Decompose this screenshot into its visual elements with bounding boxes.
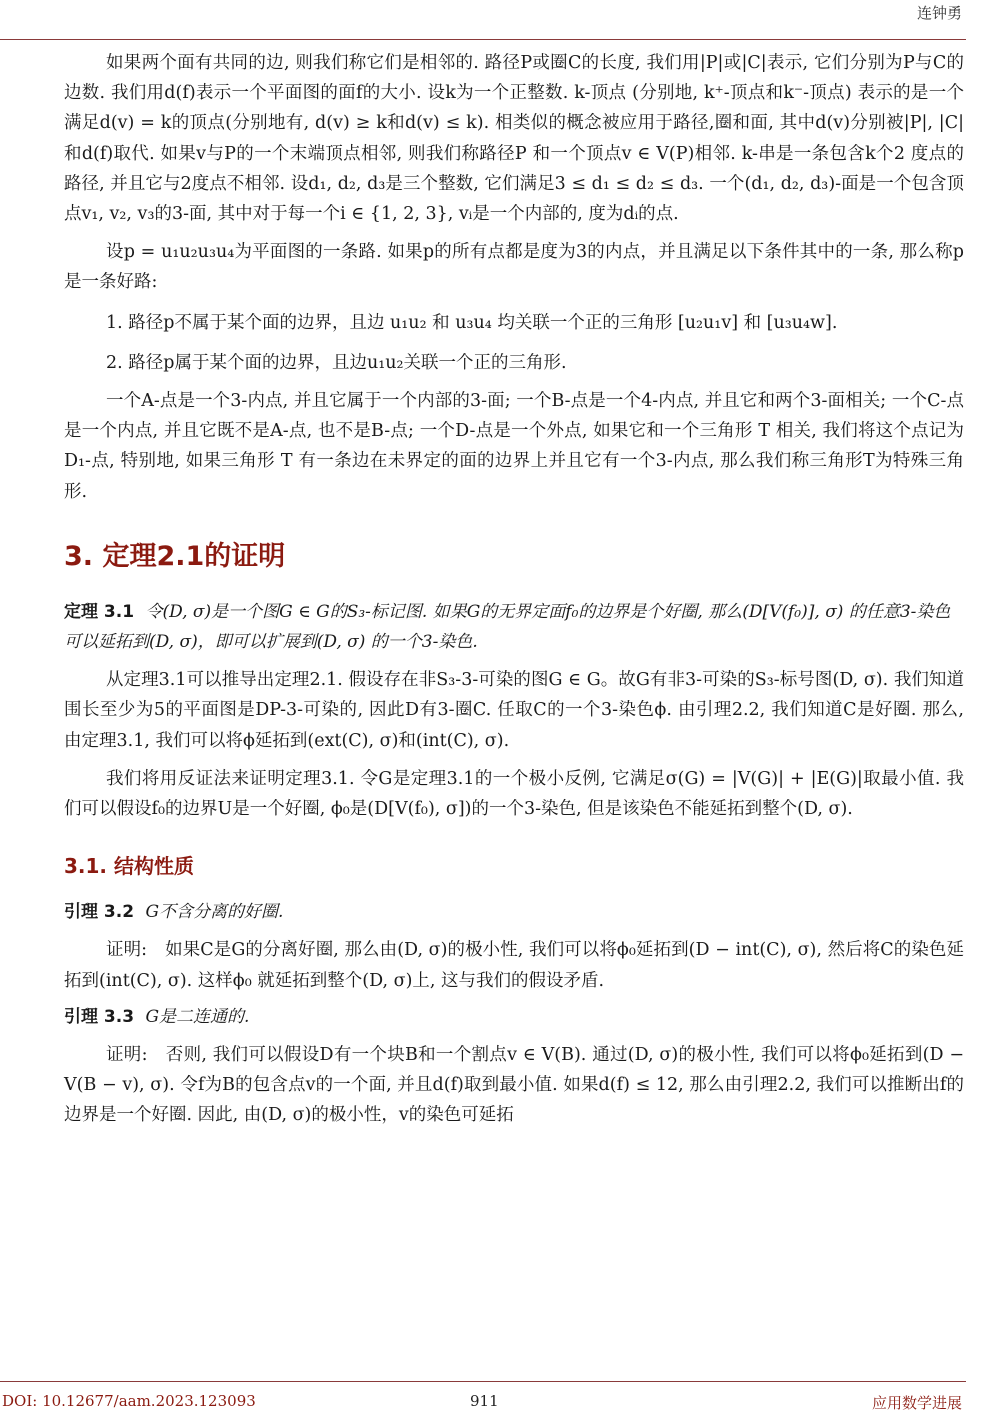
lemma-label: 引理 3.2: [64, 902, 135, 923]
header-author: 连钟勇: [916, 4, 962, 22]
theorem-text: 令(D, σ)是一个图G ∈ G的S₃-标记图. 如果G的无界定面f₀的边界是个好圈, 那么(D[V(f₀)], σ) 的任意3-染色可以延拓到(D, σ)，即可以扩展到(D, σ) 的一个3-染色.: [64, 601, 951, 653]
proof-label: 证明:: [106, 940, 148, 961]
paragraph-contradiction: 我们将用反证法来证明定理3.1. 令G是定理3.1的一个极小反例, 它满足σ(G) = |V(G)| + |E(G)|取最小值. 我们可以假设f₀的边界U是一个好圈, ϕ₀是(D[V(f₀), σ])的一个3-染色, 但是该染色不能延拓到整个(D, σ).: [64, 768, 964, 820]
footer-divider: [0, 1381, 966, 1382]
paragraph-derivation: 从定理3.1可以推导出定理2.1. 假设存在非S₃-3-可染的图G ∈ G。故G有非3-可染的S₃-标号图(D, σ). 我们知道围长至少为5的平面图是DP-3-可染的, 因此D有3-圈C. 任取C的一个3-染色ϕ. 由引理2.2, 我们知道C是好圈. 那么, 由定理3.1, 我们可以将ϕ延拓到(ext(C), σ)和(int(C), σ).: [64, 670, 964, 751]
journal-name: 应用数学进展: [871, 1394, 962, 1412]
lemma-text: G是二连通的.: [145, 1006, 250, 1027]
proof-text: 如果C是G的分离好圈, 那么由(D, σ)的极小性, 我们可以将ϕ₀延拓到(D − int(C), σ), 然后将C的染色延拓到(int(C), σ). 这样ϕ₀ 就延拓到整个(D, σ)上, 这与我们的假设矛盾.: [64, 940, 964, 991]
paragraph-good-path: 设p = u₁u₂u₃u₄为平面图的一条路. 如果p的所有点都是度为3的内点，并且满足以下条件其中的一条, 那么称p是一条好路:: [64, 242, 964, 293]
lemma-3-2: [64, 897, 964, 927]
proof-3-2: [64, 935, 964, 995]
proof-3-3: [64, 1040, 964, 1131]
page-number: 911: [470, 1392, 499, 1410]
paragraph-definitions: 如果两个面有共同的边, 则我们称它们是相邻的. 路径P或圈C的长度, 我们用|P|或|C|表示, 它们分别为P与C的边数. 我们用d(f)表示一个平面图的面f的大小. 设k为一个正整数. k-顶点 (分别地, k⁺-顶点和k⁻-顶点) 表示的是一个满足d(v) = k的顶点(分别地有, d(v) ≥ k和d(v) ≤ k). 相类似的概念被应用于路径,圈和面, 其中d(v)分别被|P|, |C| 和d(f)取代. 如果v与P的一个末端顶点相邻, 则我们称路径P 和一个顶点v ∈ V(P)相邻. k-串是一条包含k个2 度点的路径, 并且它与2度点不相邻. 设d₁, d₂, d₃是三个整数, 它们满足3 ≤ d₁ ≤ d₂ ≤ d₃. 一个(d₁, d₂, d₃)-面是一个包含顶点v₁, v₂, v₃的3-面, 其中对于每一个i ∈ {1, 2, 3}, vᵢ是一个内部的, 度为dᵢ的点.: [64, 53, 964, 225]
section-title: 3. 定理2.1的证明: [64, 540, 286, 572]
proof-text: 否则, 我们可以假设D有一个块B和一个割点v ∈ V(B). 通过(D, σ)的极小性, 我们可以将ϕ₀延拓到(D − V(B − v), σ). 令f为B的包含点v的一个面, 并且d(f)取到最小值. 如果d(f) ≤ 12, 那么由引理2.2, 我们可以推断出f的边界是一个好圈. 因此, 由(D, σ)的极小性，v的染色可延拓: [64, 1045, 964, 1126]
proof-label: 证明:: [106, 1045, 148, 1066]
subsection-title: 3.1. 结构性质: [64, 854, 194, 879]
theorem-label: 定理 3.1: [64, 601, 135, 622]
page-body: [64, 48, 964, 1131]
lemma-3-3: [64, 1002, 964, 1032]
list-item-condition-1: 1. 路径p不属于某个面的边界，且边 u₁u₂ 和 u₃u₄ 均关联一个正的三角形 [u₂u₁v] 和 [u₃u₄w].: [106, 312, 838, 333]
lemma-label: 引理 3.3: [64, 1006, 135, 1027]
footer-doi: DOI: 10.12677/aam.2023.123093: [2, 1392, 256, 1410]
lemma-text: G不含分离的好圈.: [145, 902, 284, 923]
header-divider: [0, 39, 966, 40]
paragraph-point-types: 一个A-点是一个3-内点, 并且它属于一个内部的3-面; 一个B-点是一个4-内点, 并且它和两个3-面相关; 一个C-点是一个内点, 并且它既不是A-点, 也不是B-点; 一个D-点是一个外点, 如果它和一个三角形 T 相关, 我们将这个点记为D₁-点, 特别地, 如果三角形 T 有一条边在未界定的面的边界上并且它有一个3-内点, 那么我们称三角形T为特殊三角形.: [64, 391, 964, 502]
theorem-3-1: [64, 597, 964, 657]
list-item-condition-2: 2. 路径p属于某个面的边界，且边u₁u₂关联一个正的三角形.: [106, 352, 567, 373]
